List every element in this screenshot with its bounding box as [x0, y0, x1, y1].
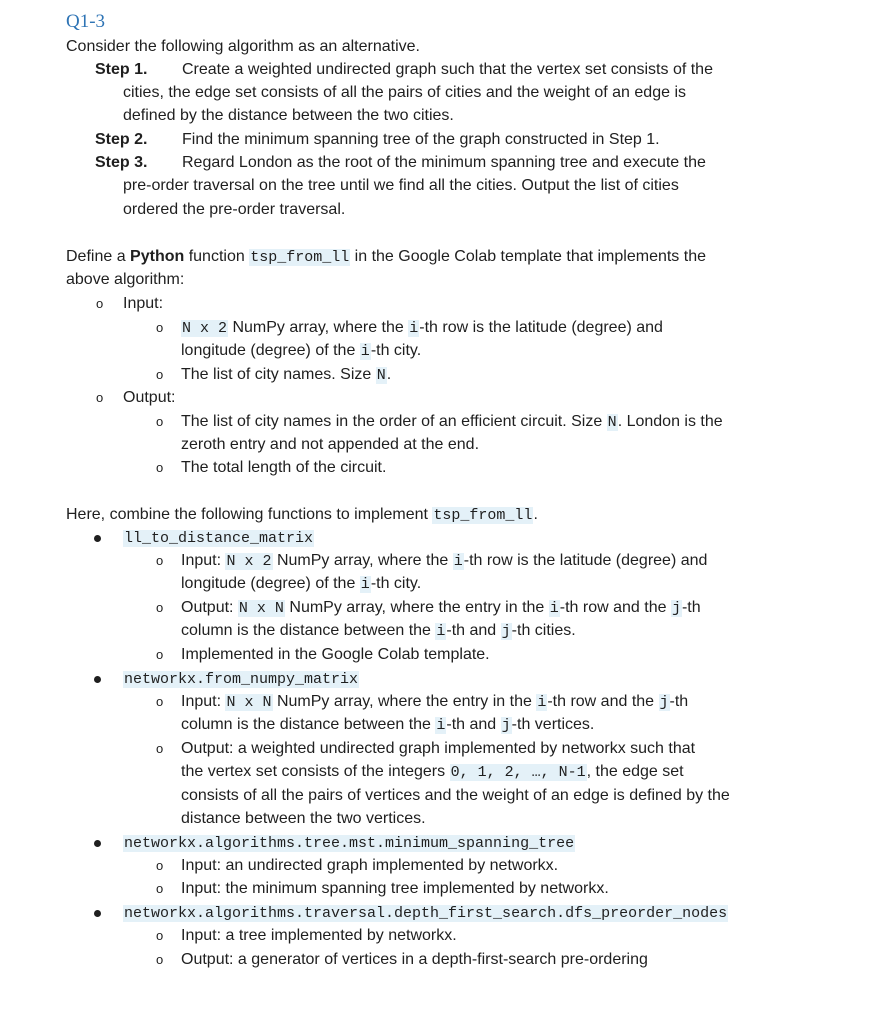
circle-bullet-icon: o	[156, 553, 164, 568]
func-1-in-l2-post: -th city.	[370, 575, 422, 592]
func-2-input-line-1	[181, 690, 688, 714]
func-1-out-l2-j: j	[501, 623, 511, 640]
func-1-in-text: NumPy array, where the	[272, 552, 453, 569]
circle-bullet-icon: o	[156, 320, 164, 335]
func-2-output-line-2	[181, 760, 684, 784]
input-item-b-post: .	[386, 366, 392, 383]
input-item-b-pre: The list of city names. Size	[181, 366, 376, 383]
step-3-line-2: pre-order traversal on the tree until we find all the cities. Output the list of cities	[123, 177, 679, 194]
func-2-in-l2-post: -th vertices.	[511, 716, 595, 733]
func-4-input: Input: a tree implemented by networkx.	[181, 927, 457, 944]
step-2-label: Step 2.	[95, 131, 148, 148]
circle-bullet-icon: o	[156, 952, 164, 967]
func-2-in-code: N x N	[226, 694, 272, 711]
func-1-name	[123, 526, 314, 550]
input-item-a-line2-post: -th city.	[370, 342, 422, 359]
output-item-a-line-1	[181, 410, 723, 434]
circle-bullet-icon: o	[156, 600, 164, 615]
func-1-out-j: j	[671, 600, 681, 617]
func-1-out-i: i	[549, 600, 559, 617]
func-4-name-code: networkx.algorithms.traversal.depth_first_search.dfs_preorder_nodes	[124, 905, 728, 922]
func-3-input: Input: an undirected graph implemented by networkx.	[181, 857, 559, 874]
define-post: in the Google Colab template that implements the	[350, 248, 706, 265]
func-2-out-l2-code: 0, 1, 2, …, N-1	[450, 764, 586, 781]
input-item-a-line2-i: i	[360, 343, 370, 360]
combine-pre: Here, combine the following functions to implement	[66, 506, 433, 523]
func-2-input-line-2	[181, 713, 594, 737]
output-item-a-n: N	[607, 414, 617, 431]
intro-text: Consider the following algorithm as an alternative.	[66, 38, 420, 55]
func-1-in-l2-pre: longitude (degree) of the	[181, 575, 360, 592]
func-4-name	[123, 901, 728, 925]
output-item-a-line-2: zeroth entry and not appended at the end.	[181, 436, 480, 453]
func-1-name-code: ll_to_distance_matrix	[124, 530, 314, 547]
func-1-input-line-1	[181, 549, 707, 573]
circle-bullet-icon: o	[156, 741, 164, 756]
func-1-output-line-2	[181, 619, 576, 643]
input-item-a-code: N x 2	[182, 320, 228, 337]
input-item-a-text: NumPy array, where the	[228, 319, 409, 336]
func-2-output-line-4: distance between the two vertices.	[181, 810, 426, 827]
circle-bullet-icon: o	[156, 928, 164, 943]
define-python: Python	[130, 248, 185, 265]
func-2-in-post: -th	[669, 693, 689, 710]
func-1-output-line-1	[181, 596, 701, 620]
circle-bullet-icon: o	[156, 647, 164, 662]
func-3-name-code: networkx.algorithms.tree.mst.minimum_spanning_tree	[124, 835, 575, 852]
step-3-line-1: Regard London as the root of the minimum spanning tree and execute the	[182, 154, 706, 171]
func-2-in-l2-pre: column is the distance between the	[181, 716, 436, 733]
input-item-a-line2-pre: longitude (degree) of the	[181, 342, 360, 359]
func-2-in-l2-i: i	[436, 717, 446, 734]
func-2-in-l2-j: j	[501, 717, 511, 734]
func-1-in-post: -th row is the latitude (degree) and	[463, 552, 708, 569]
func-1-out-pre: Output:	[181, 599, 238, 616]
circle-bullet-icon: o	[156, 414, 164, 429]
define-mid: function	[184, 248, 250, 265]
input-item-b-n: N	[376, 367, 386, 384]
circle-bullet-icon: o	[156, 694, 164, 709]
bullet-dot-icon	[94, 910, 101, 917]
func-2-output-line-1: Output: a weighted undirected graph implemented by networkx such that	[181, 740, 696, 757]
define-pre: Define a	[66, 248, 131, 265]
func-2-name	[123, 667, 359, 691]
func-2-in-pre: Input:	[181, 693, 226, 710]
func-1-in-i: i	[453, 553, 463, 570]
page-title: Q1-3	[66, 11, 106, 32]
func-1-in-l2-i: i	[360, 576, 370, 593]
circle-bullet-icon: o	[96, 296, 104, 311]
input-item-a-i: i	[409, 320, 419, 337]
func-1-out-l2-i: i	[436, 623, 446, 640]
func-4-output: Output: a generator of vertices in a depth-first-search pre-ordering	[181, 951, 648, 968]
func-2-in-mid: -th row and the	[547, 693, 659, 710]
circle-bullet-icon: o	[156, 367, 164, 382]
func-2-out-l2-post: , the edge set	[586, 763, 684, 780]
combine-fn-code: tsp_from_ll	[433, 507, 533, 524]
step-1-label: Step 1.	[95, 61, 148, 78]
circle-bullet-icon: o	[156, 881, 164, 896]
func-1-out-text: NumPy array, where the entry in the	[284, 599, 549, 616]
input-item-a-line-1	[181, 316, 663, 340]
func-1-input-line-2	[181, 572, 421, 596]
circle-bullet-icon: o	[156, 460, 164, 475]
bullet-dot-icon	[94, 840, 101, 847]
func-3-output: Input: the minimum spanning tree implemented by networkx.	[181, 880, 609, 897]
step-3-label: Step 3.	[95, 154, 148, 171]
func-1-out-l2-pre: column is the distance between the	[181, 622, 436, 639]
func-2-in-j: j	[659, 694, 669, 711]
combine-line	[66, 503, 538, 527]
step-2-line-1: Find the minimum spanning tree of the graph constructed in Step 1.	[182, 131, 660, 148]
combine-post: .	[533, 506, 538, 523]
func-1-impl: Implemented in the Google Colab template.	[181, 646, 490, 663]
bullet-dot-icon	[94, 676, 101, 683]
define-line-2: above algorithm:	[66, 271, 185, 288]
output-item-a-pre: The list of city names in the order of an efficient circuit. Size	[181, 413, 607, 430]
input-item-b	[181, 363, 391, 387]
output-item-b: The total length of the circuit.	[181, 459, 387, 476]
circle-bullet-icon: o	[96, 390, 104, 405]
output-label: Output:	[123, 389, 176, 406]
func-2-output-line-3: consists of all the pairs of vertices and the weight of an edge is defined by the	[181, 787, 730, 804]
define-fn-code: tsp_from_ll	[250, 249, 350, 266]
func-2-in-l2-mid: -th and	[446, 716, 501, 733]
func-2-in-text: NumPy array, where the entry in the	[272, 693, 537, 710]
input-item-a-line-2	[181, 339, 421, 363]
step-1-line-3: defined by the distance between the two cities.	[123, 107, 454, 124]
func-3-name	[123, 831, 575, 855]
output-item-a-post: . London is the	[617, 413, 723, 430]
define-line-1	[66, 245, 706, 269]
func-1-in-pre: Input:	[181, 552, 226, 569]
step-3-line-3: ordered the pre-order traversal.	[123, 201, 346, 218]
input-item-a-text2: -th row is the latitude (degree) and	[419, 319, 663, 336]
bullet-dot-icon	[94, 535, 101, 542]
step-1-line-1: Create a weighted undirected graph such that the vertex set consists of the	[182, 61, 713, 78]
func-1-out-code: N x N	[238, 600, 284, 617]
func-1-out-l2-post: -th cities.	[511, 622, 576, 639]
input-label: Input:	[123, 295, 164, 312]
func-2-in-i: i	[537, 694, 547, 711]
func-1-out-mid: -th row and the	[559, 599, 671, 616]
func-2-out-l2-pre: the vertex set consists of the integers	[181, 763, 450, 780]
func-1-in-code: N x 2	[226, 553, 272, 570]
func-1-out-post: -th	[681, 599, 701, 616]
func-2-name-code: networkx.from_numpy_matrix	[124, 671, 359, 688]
step-1-line-2: cities, the edge set consists of all the pairs of cities and the weight of an edge is	[123, 84, 686, 101]
circle-bullet-icon: o	[156, 858, 164, 873]
func-1-out-l2-mid: -th and	[446, 622, 501, 639]
